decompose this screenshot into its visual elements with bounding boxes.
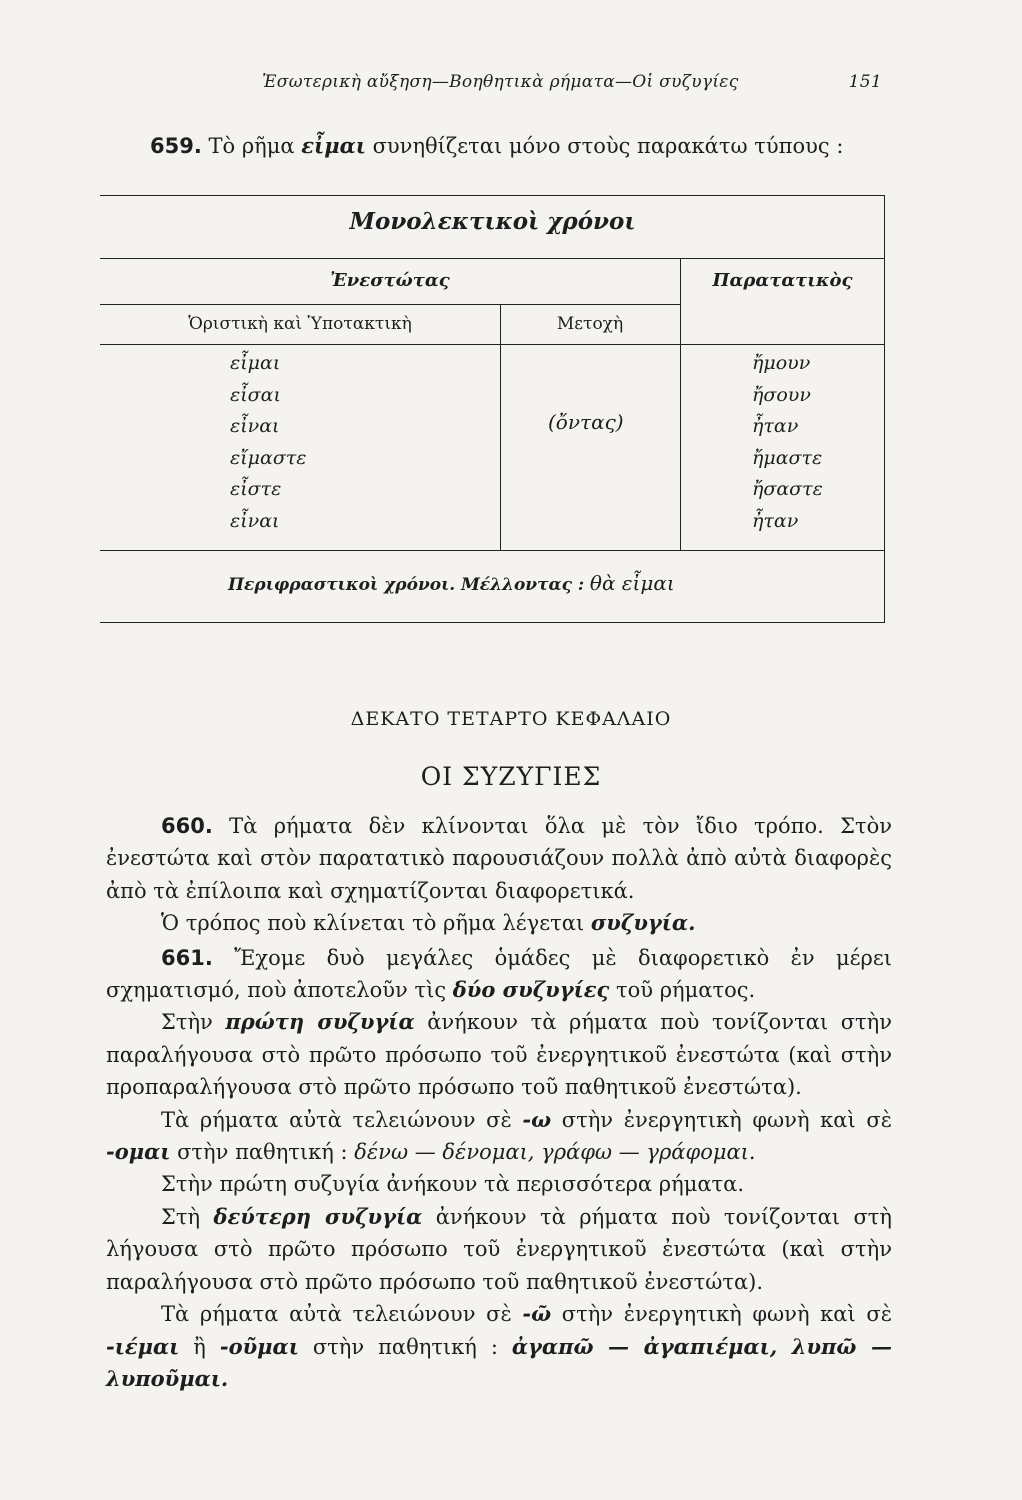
paragraph-660-definition [106,907,892,939]
paragraph-text: ἢ [179,1334,220,1359]
imperfect-header: Παρατατικὸς [712,270,853,291]
section-text: συνηθίζεται μόνο στοὺς παρακάτω τύπους : [365,134,844,158]
body-text [106,810,892,1395]
running-head [262,72,882,92]
paragraph-second-endings [106,1298,892,1395]
emphasis: δεύτερη συζυγία [213,1203,423,1229]
paragraph-text: Ἔχομε δυὸ μεγάλες ὁμάδες μὲ διαφορετικὸ ἐν μέρει σχηματισμό, ποὺ ἀποτελοῦν τὶς [106,945,892,1003]
emphasis: εἶμαι [301,133,366,158]
participle-form: (ὄντας) [548,410,624,434]
section-number: 659. [150,134,202,158]
conjugation-table [100,195,885,623]
paragraph-text: ἀνήκουν τὰ ρήματα ποὺ τονίζονται στὴν παραλήγουσα στὸ πρῶτο πρόσωπο τοῦ ἐνεργητικοῦ ἐνεστώτα (καὶ στὴν προπαραλήγουσα στὸ πρῶτο πρόσωπο τοῦ παθητικοῦ ἐνεστώτα). [106,1010,892,1100]
paragraph-text: στὴν ἐνεργητικὴ φωνὴ καὶ σὲ [551,1302,892,1327]
paragraph-first-majority: Στὴν πρώτη συζυγία ἀνήκουν τὰ περισσότερα ρήματα. [161,1172,745,1197]
paragraph-661 [106,942,892,1007]
section-659 [150,132,890,160]
page-number: 151 [848,72,882,92]
emphasis: -ιέμαι [106,1333,180,1359]
running-head-title: Ἐσωτερικὴ αὔξηση—Βοηθητικὰ ρήματα—Οἱ συζυγίες [262,72,739,92]
paragraph-text: στὴν ἐνεργητικὴ φωνὴ καὶ σὲ [551,1107,892,1132]
paragraph-text: Ὁ τρόπος ποὺ κλίνεται τὸ ρῆμα λέγεται [161,911,591,936]
section-text: Τὸ ρῆμα [208,134,302,158]
present-header: Ἐνεστώτας [330,270,450,291]
section-number: 661. [161,945,213,970]
imperfect-form: ἤμουν [752,352,811,374]
paragraph-text: στὴν παθητική : [298,1334,512,1359]
imperfect-form: ἦταν [752,509,799,532]
imperfect-form: ἦταν [752,415,799,437]
paragraph-text: Στὴν [161,1010,226,1035]
present-form: εἴμαστε [230,446,307,469]
emphasis: -ομαι [106,1139,171,1165]
present-form: εἶσαι [230,383,281,406]
present-form: εἶμαι [230,352,281,374]
table-title: Μονολεκτικοὶ χρόνοι [349,208,636,235]
examples: ἀγαπῶ — ἀγαπιέμαι, λυπῶ — λυποῦμαι. [106,1333,892,1391]
indicative-subjunctive-header: Ὁριστικὴ καὶ Ὑποτακτικὴ [188,314,412,334]
paragraph-text: Τὰ ρήματα αὐτὰ τελειώνουν σὲ [161,1302,523,1327]
paragraph-second-conjugation [106,1201,892,1298]
present-form: εἶστε [230,478,282,500]
emphasis: πρώτη συζυγία [225,1009,415,1035]
paragraph-text: Στὴ [161,1204,214,1229]
future-form: θὰ εἶμαι [589,571,675,595]
paragraph-660 [106,810,892,907]
paragraph-text: τοῦ ρήματος. [609,978,756,1003]
imperfect-forms-column [752,348,823,537]
participle-header: Μετοχὴ [556,314,624,334]
present-forms-column [230,348,307,537]
paragraph-text: στὴν παθητική : [170,1140,355,1165]
paragraph-text: Τὰ ρήματα δὲν κλίνονται ὅλα μὲ τὸν ἴδιο τρόπο. Στὸν ἐνεστώτα καὶ στὸν παρατατικὸ παρουσιάζουν πολλὰ ἀπὸ αὐτὰ διαφορὲς ἀπὸ τὰ ἐπίλοιπα καὶ σχηματίζονται διαφορετικά. [106,814,892,903]
present-form: εἶναι [230,415,280,437]
emphasis: -οῦμαι [219,1333,299,1359]
paragraph-text: ἀνήκουν τὰ ρήματα ποὺ τονίζονται στὴ λήγουσα στὸ πρῶτο πρόσωπο τοῦ ἐνεργητικοῦ ἐνεστώτα (καὶ στὴν παραλήγουσα στὸ πρῶτο πρόσωπο τοῦ παθητικοῦ ἐνεστώτα). [106,1204,892,1294]
paragraph-first-endings [106,1104,892,1169]
imperfect-form: ἤμαστε [752,446,823,469]
emphasis: συζυγία. [590,910,696,936]
future-label: Μέλλοντας : [460,575,585,595]
chapter-title: ΟΙ ΣΥΖΥΓΙΕΣ [420,762,602,791]
paragraph-first-conjugation [106,1006,892,1103]
periphrastic-row [228,571,675,595]
chapter-heading: ΔΕΚΑΤΟ ΤΕΤΑΡΤΟ ΚΕΦΑΛΑΙΟ [350,708,672,730]
section-number: 660. [161,814,213,838]
imperfect-form: ἤσαστε [752,478,823,500]
periphrastic-label: Περιφραστικοὶ χρόνοι. [228,575,456,595]
examples: δένω — δένομαι, γράφω — γράφομαι. [354,1140,756,1165]
emphasis: -ω [522,1106,552,1132]
imperfect-form: ἤσουν [752,383,811,406]
paragraph-text: Τὰ ρήματα αὐτὰ τελειώνουν σὲ [161,1107,523,1132]
emphasis: -ῶ [522,1301,552,1327]
emphasis: δύο συζυγίες [452,977,610,1003]
present-form: εἶναι [230,509,280,532]
